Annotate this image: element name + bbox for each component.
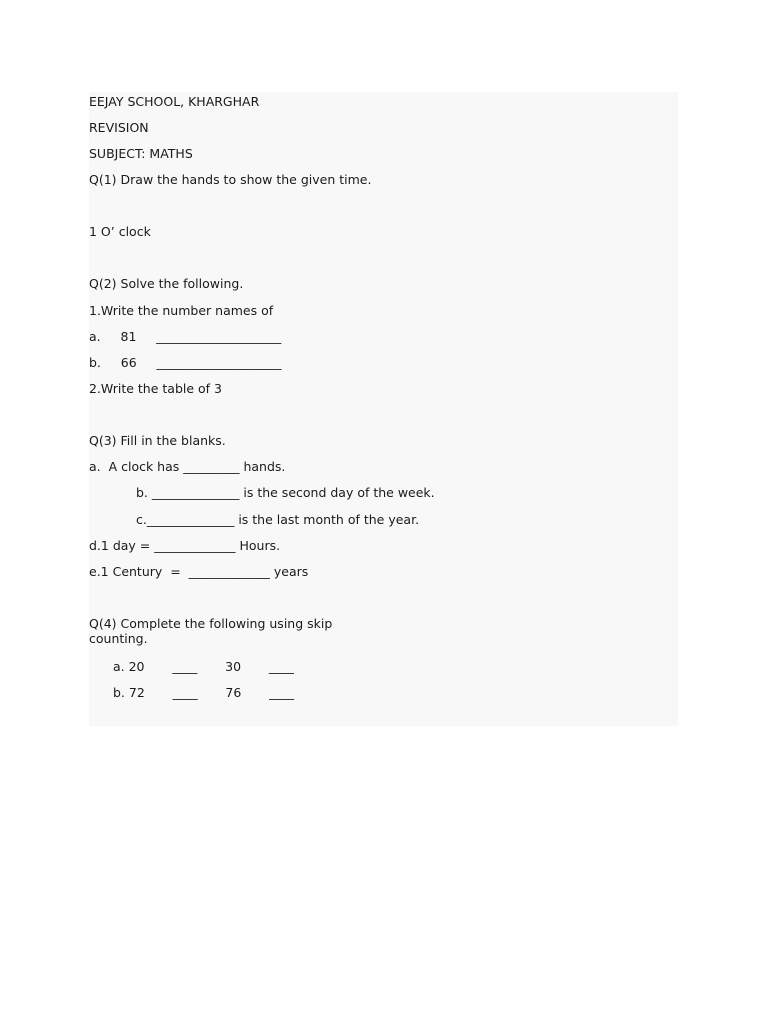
question-3-item-a: a. A clock has _________ hands. [89, 459, 286, 474]
question-4-item-b: b. 72 ____ 76 ____ [113, 685, 295, 700]
question-3-item-c: c.______________ is the last month of the year. [136, 512, 420, 527]
revision-title: REVISION [89, 120, 149, 135]
question-2-item-b: b. 66 ____________________ [89, 355, 282, 370]
question-3-item-e: e.1 Century = _____________ years [89, 564, 309, 579]
question-2-item-a: a. 81 ____________________ [89, 329, 282, 344]
question-3-item-d: d.1 day = _____________ Hours. [89, 538, 281, 553]
question-4: Q(4) Complete the following using skip counting. [89, 616, 333, 646]
question-2: Q(2) Solve the following. [89, 276, 244, 291]
subject-heading: SUBJECT: MATHS [89, 146, 193, 161]
question-4-item-a: a. 20 ____ 30 ____ [113, 659, 294, 674]
question-1: Q(1) Draw the hands to show the given time. [89, 172, 372, 187]
question-3-item-b: b. ______________ is the second day of the week. [136, 485, 435, 500]
question-1-time: 1 O’ clock [89, 224, 151, 239]
question-2-part-2: 2.Write the table of 3 [89, 381, 222, 396]
question-2-part-1: 1.Write the number names of [89, 303, 274, 318]
school-name: EEJAY SCHOOL, KHARGHAR [89, 94, 260, 109]
question-3: Q(3) Fill in the blanks. [89, 433, 226, 448]
